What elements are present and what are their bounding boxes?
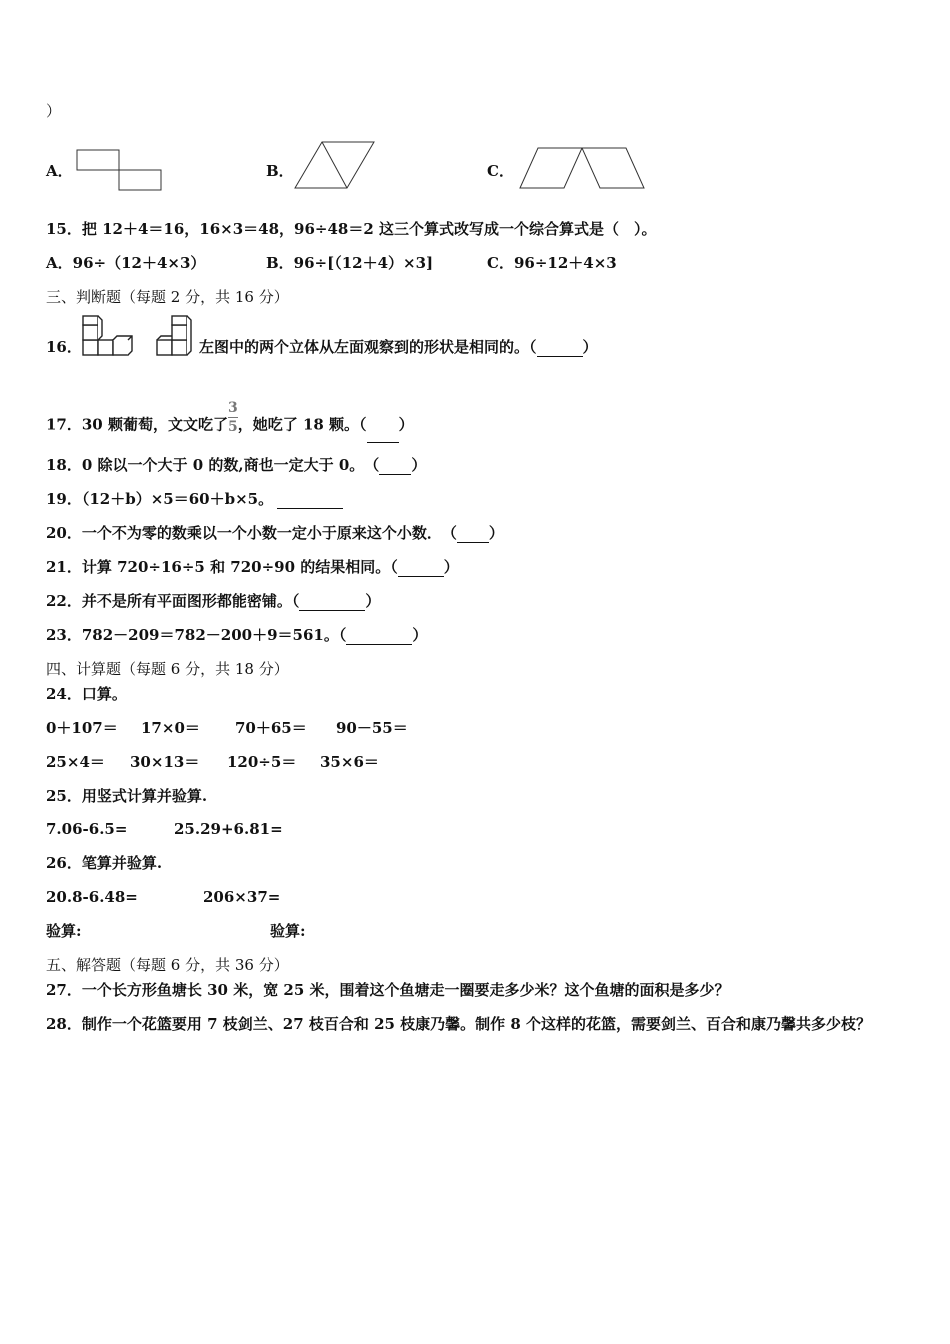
section-4-title: 四、计算题（每题 6 分，共 18 分）	[46, 660, 289, 678]
question-27: 27．一个长方形鱼塘长 30 米，宽 25 米，围着这个鱼塘走一圈要走多少米？这个鱼塘的面积是多少？	[46, 981, 730, 999]
q26-check-label: 验算:	[46, 922, 82, 940]
q24-row2-item: 120÷5＝	[227, 753, 297, 771]
q14-option-c-figure	[518, 146, 648, 192]
question-18: 18．0 除以一个大于 0 的数,商也一定大于 0。 （ ）	[46, 456, 427, 474]
q16-answer-blank[interactable]	[537, 341, 583, 357]
q15-option-c: C．96÷12＋4×3	[487, 254, 617, 272]
q23-answer-blank[interactable]	[346, 629, 412, 645]
question-20: 20．一个不为零的数乘以一个小数一定小于原来这个小数． （ ）	[46, 524, 504, 542]
q14-option-b-figure	[292, 140, 378, 192]
q24-row2-item: 25×4＝	[46, 753, 105, 771]
q14-option-b-label: B．	[266, 162, 294, 180]
q17-fraction: $\frac{3}{5}$	[227, 400, 238, 435]
q14-tail: ）	[46, 102, 62, 120]
q22-answer-blank[interactable]	[299, 595, 365, 611]
q24-row1-item: 70＋65＝	[235, 719, 307, 737]
q15-option-b: B．96÷[（12＋4）×3]	[266, 254, 434, 272]
q21-answer-blank[interactable]	[398, 561, 444, 577]
q18-answer-blank[interactable]	[379, 459, 411, 475]
question-19: 19．（12＋b）×5＝60＋b×5。	[46, 489, 343, 509]
q24-row2-item: 35×6＝	[320, 753, 379, 771]
q25-item: 25.29+6.81=	[174, 820, 283, 838]
q24-row1-item: 0＋107＝	[46, 719, 118, 737]
q25-item: 7.06-6.5=	[46, 820, 128, 838]
question-25: 25．用竖式计算并验算.	[46, 787, 208, 805]
question-16: 左图中的两个立体从左面观察到的形状是相同的。（ ）	[199, 338, 598, 356]
q26-item: 206×37=	[203, 888, 281, 906]
question-26: 26．笔算并验算.	[46, 854, 163, 872]
question-23: 23．782－209＝782－200＋9＝561。（ ）	[46, 626, 428, 644]
q14-option-a-figure	[76, 148, 166, 194]
q16-number: 16．	[46, 338, 82, 356]
q26-item: 20.8-6.48=	[46, 888, 138, 906]
question-17: 17．30 颗葡萄，文文吃了 $\frac{3}{5}$ ，她吃了 18 颗。（ ）	[46, 408, 414, 443]
q16-cube-figure-left-icon	[80, 314, 134, 358]
q20-answer-blank[interactable]	[457, 527, 489, 543]
question-28: 28．制作一个花篮要用 7 枝剑兰、27 枝百合和 25 枝康乃馨。制作 8 个这样的花篮，需要剑兰、百合和康乃馨共多少枝？	[46, 1015, 872, 1033]
question-15: 15．把 12＋4＝16，16×3＝48，96÷48＝2 这三个算式改写成一个综合算式是（ ）。	[46, 220, 657, 238]
q24-row1-item: 17×0＝	[141, 719, 200, 737]
q16-cube-figure-right-icon	[155, 314, 199, 358]
q26-check-label: 验算:	[270, 922, 306, 940]
q24-row1-item: 90－55＝	[336, 719, 408, 737]
q17-answer-blank[interactable]	[367, 427, 399, 443]
section-3-title: 三、判断题（每题 2 分，共 16 分）	[46, 288, 289, 306]
q15-option-a: A．96÷（12＋4×3）	[46, 254, 206, 272]
q24-row2-item: 30×13＝	[130, 753, 200, 771]
question-24: 24．口算。	[46, 685, 127, 703]
section-5-title: 五、解答题（每题 6 分，共 36 分）	[46, 956, 289, 974]
q14-option-c-label: C．	[487, 162, 514, 180]
question-21: 21．计算 720÷16÷5 和 720÷90 的结果相同。（ ）	[46, 558, 459, 576]
q14-option-a-label: A．	[46, 162, 73, 180]
question-22: 22．并不是所有平面图形都能密铺。（ ）	[46, 592, 381, 610]
q19-answer-blank[interactable]	[277, 493, 343, 509]
